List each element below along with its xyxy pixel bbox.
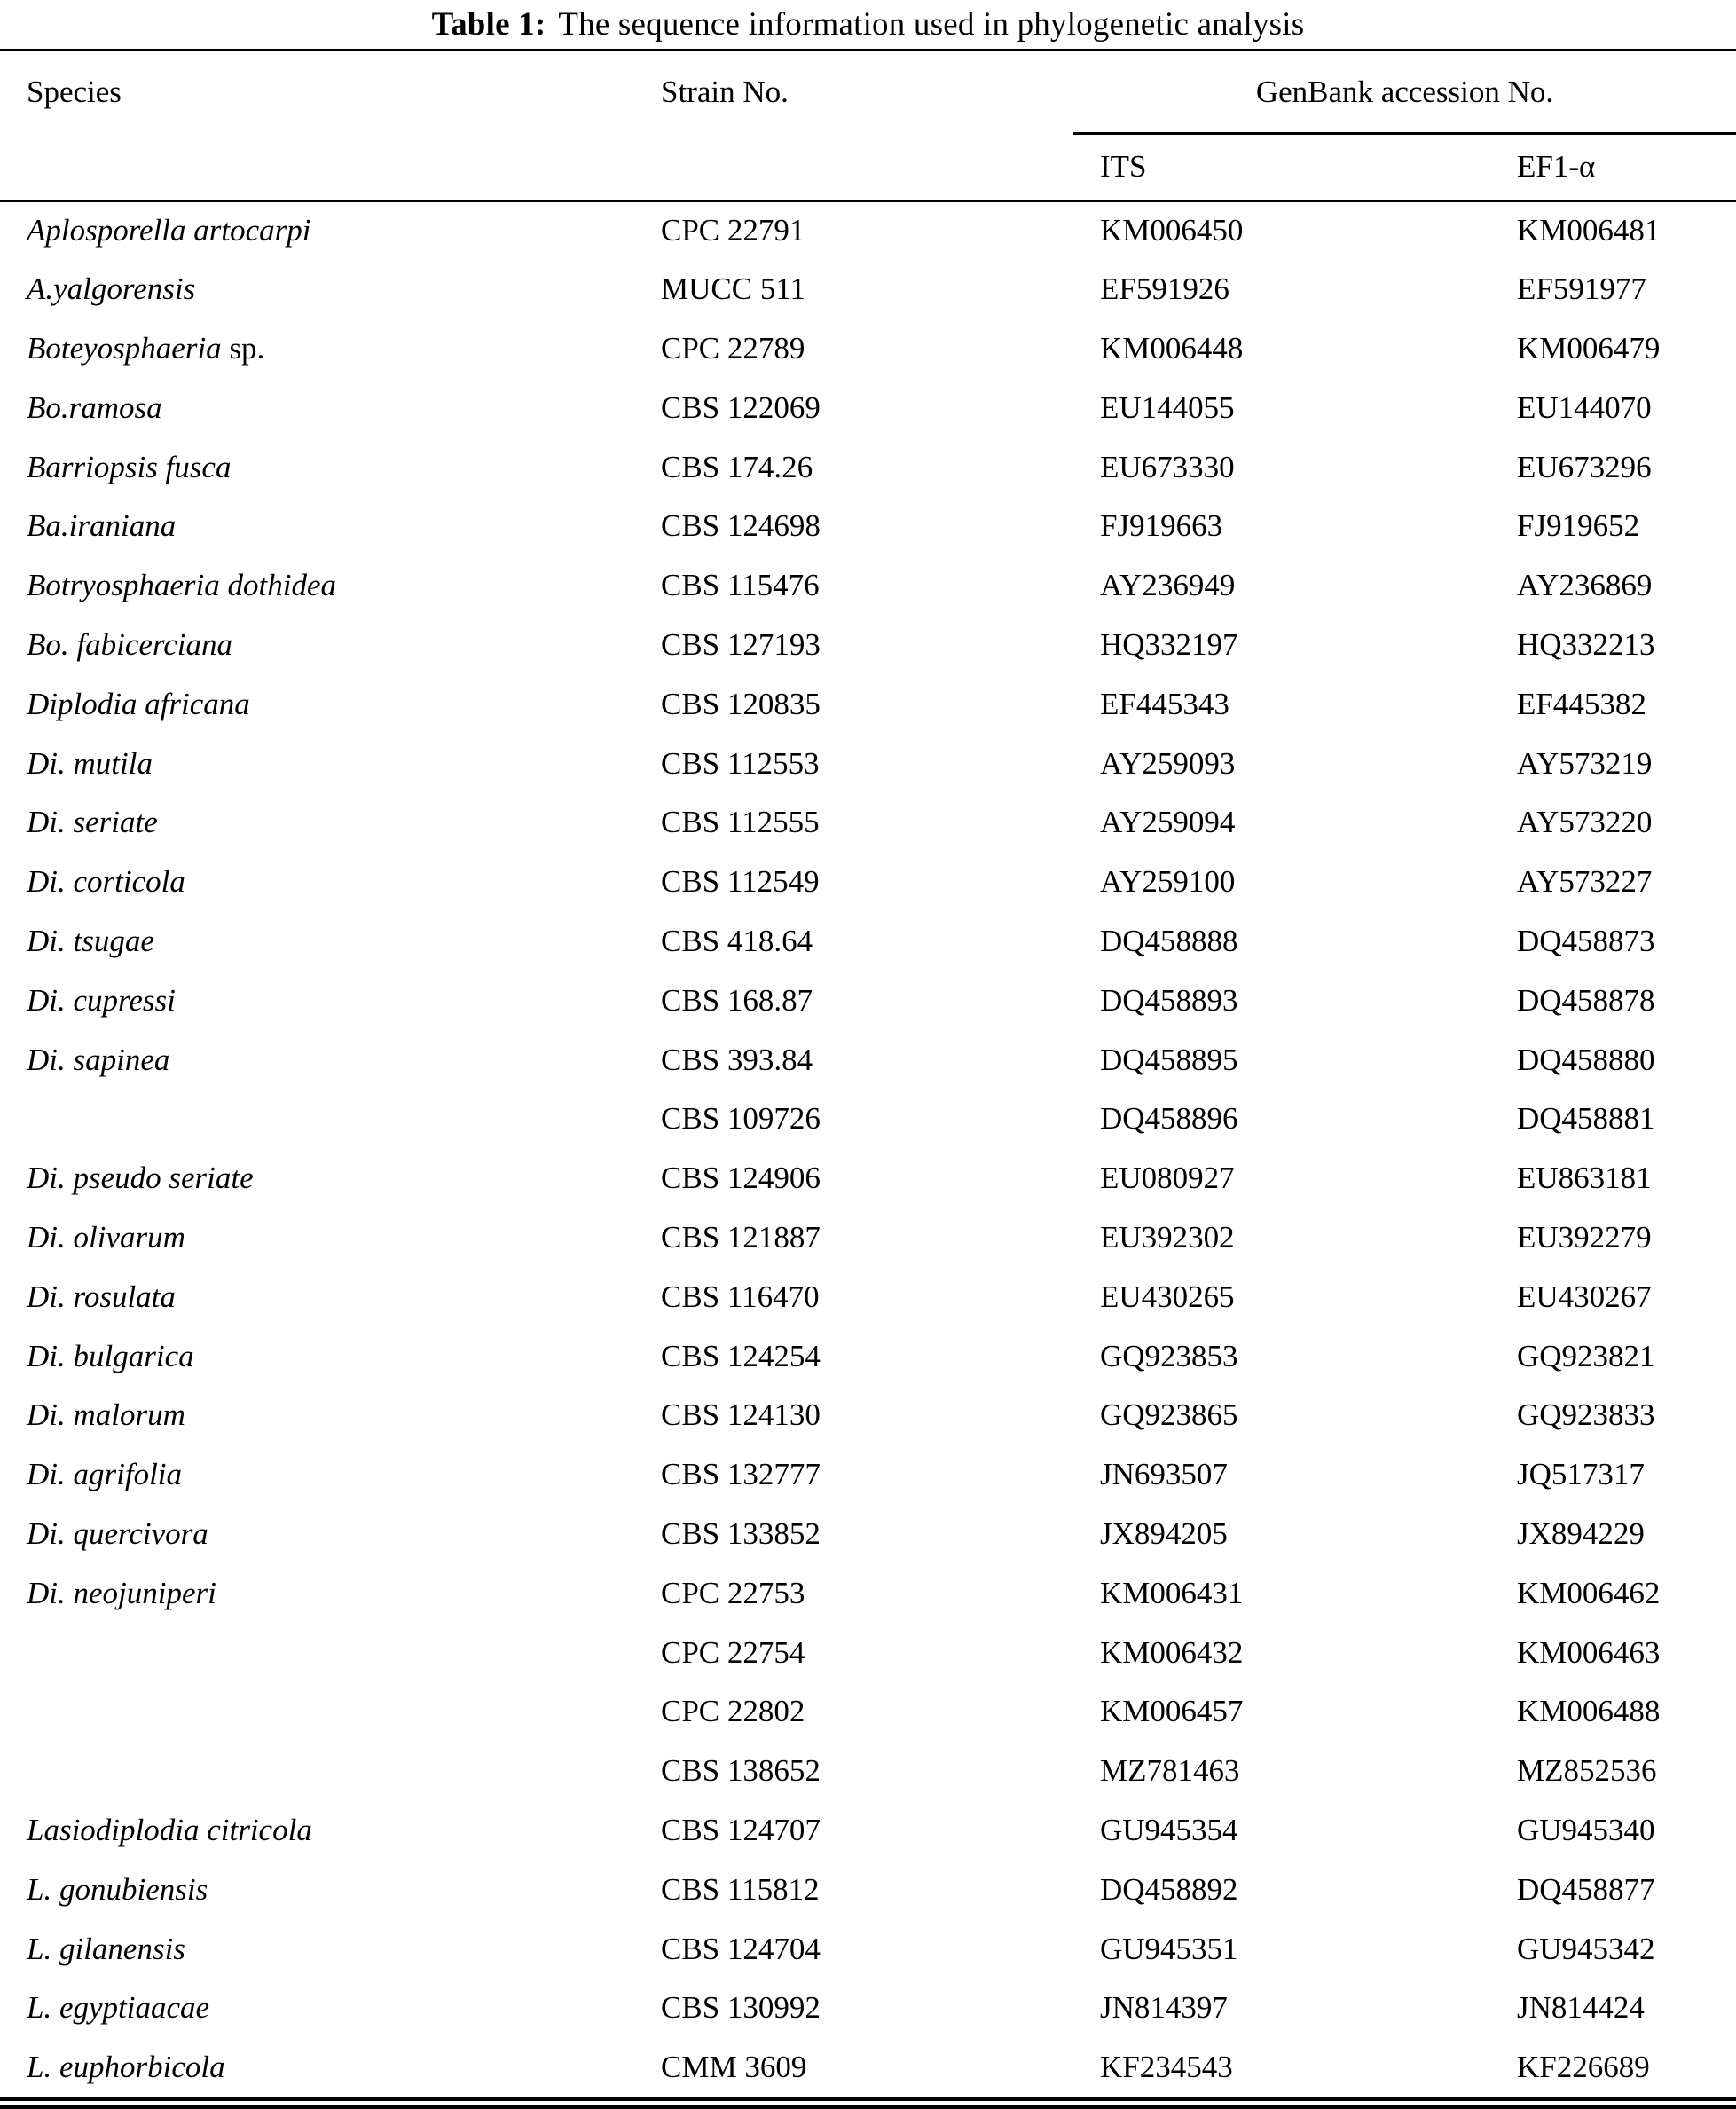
table-row bbox=[0, 1326, 1736, 1386]
strain-no-cell: CBS 132777 bbox=[661, 1457, 821, 1492]
its-accession-cell: AY259094 bbox=[1100, 805, 1236, 840]
table-row bbox=[0, 1919, 1736, 1979]
ef1a-accession-cell: EU863181 bbox=[1517, 1161, 1652, 1196]
its-accession-cell: EU430265 bbox=[1100, 1279, 1235, 1314]
its-accession-cell: FJ919663 bbox=[1100, 508, 1223, 544]
table-row bbox=[0, 1445, 1736, 1505]
ef1a-accession-cell: HQ332213 bbox=[1517, 626, 1655, 662]
ef1a-accession-cell: EU144070 bbox=[1517, 390, 1652, 425]
ef1a-accession-cell: EF591977 bbox=[1517, 271, 1646, 307]
table-row bbox=[0, 971, 1736, 1030]
ef1a-accession-cell: GU945342 bbox=[1517, 1931, 1655, 1966]
ef1a-accession-cell: AY573219 bbox=[1517, 745, 1653, 781]
its-accession-cell: KM006448 bbox=[1100, 330, 1244, 366]
ef1a-accession-cell: KM006479 bbox=[1517, 330, 1661, 366]
table-row bbox=[0, 1386, 1736, 1445]
strain-no-cell: CMM 3609 bbox=[661, 2050, 807, 2085]
species-name: A.yalgorensis bbox=[27, 271, 196, 307]
strain-no-cell: CPC 22789 bbox=[661, 330, 805, 366]
its-accession-cell: DQ458893 bbox=[1100, 982, 1238, 1018]
its-accession-cell: KM006450 bbox=[1100, 213, 1244, 248]
species-name: Di. seriate bbox=[27, 805, 158, 840]
table-row bbox=[0, 556, 1736, 616]
species-cell bbox=[0, 1860, 634, 1919]
strain-no-cell: CBS 120835 bbox=[661, 686, 821, 721]
header-strain-no: Strain No. bbox=[634, 51, 1073, 201]
table-bottom-rule bbox=[0, 2097, 1736, 2109]
header-species: Species bbox=[0, 51, 634, 201]
its-accession-cell: EU392302 bbox=[1100, 1219, 1235, 1255]
species-cell bbox=[0, 319, 634, 379]
table-row bbox=[0, 260, 1736, 319]
strain-no-cell: CBS 133852 bbox=[661, 1515, 821, 1551]
table-row bbox=[0, 1860, 1736, 1919]
its-accession-cell: DQ458896 bbox=[1100, 1101, 1238, 1137]
ef1a-accession-cell: DQ458877 bbox=[1517, 1871, 1655, 1907]
strain-no-cell: CBS 124906 bbox=[661, 1161, 821, 1196]
strain-no-cell: CBS 124130 bbox=[661, 1397, 821, 1433]
header-its: ITS bbox=[1073, 133, 1490, 201]
table-row bbox=[0, 1149, 1736, 1208]
species-cell bbox=[0, 1623, 634, 1682]
species-cell bbox=[0, 260, 634, 319]
table-row bbox=[0, 912, 1736, 972]
table-row bbox=[0, 674, 1736, 734]
species-name: Di. neojuniperi bbox=[27, 1575, 216, 1610]
species-name: L. gilanensis bbox=[27, 1931, 185, 1966]
table-row bbox=[0, 1030, 1736, 1090]
ef1a-accession-cell: GQ923833 bbox=[1517, 1397, 1655, 1433]
strain-no-cell: CBS 112549 bbox=[661, 864, 820, 900]
strain-no-cell: CPC 22802 bbox=[661, 1694, 805, 1729]
ef1a-accession-cell: FJ919652 bbox=[1517, 508, 1640, 544]
species-name: Di. quercivora bbox=[27, 1515, 208, 1551]
species-name: Barriopsis fusca bbox=[27, 449, 232, 484]
species-cell bbox=[0, 1682, 634, 1742]
species-cell bbox=[0, 1090, 634, 1149]
strain-no-cell: CBS 122069 bbox=[661, 390, 821, 425]
species-name: Di. pseudo seriate bbox=[27, 1161, 254, 1196]
table-row bbox=[0, 793, 1736, 853]
table-row bbox=[0, 497, 1736, 556]
its-accession-cell: GQ923865 bbox=[1100, 1397, 1238, 1433]
ef1a-accession-cell: KM006488 bbox=[1517, 1694, 1661, 1729]
strain-no-cell: CBS 168.87 bbox=[661, 982, 813, 1018]
species-name: Ba.iraniana bbox=[27, 508, 177, 544]
species-name: Di. olivarum bbox=[27, 1219, 185, 1255]
its-accession-cell: AY236949 bbox=[1100, 568, 1236, 603]
table-row bbox=[0, 1208, 1736, 1268]
species-name: Botryosphaeria dothidea bbox=[27, 568, 336, 603]
its-accession-cell: KM006432 bbox=[1100, 1634, 1244, 1670]
table-row bbox=[0, 1979, 1736, 2038]
ef1a-accession-cell: EU673296 bbox=[1517, 449, 1652, 484]
ef1a-accession-cell: JN814424 bbox=[1517, 1990, 1645, 2026]
species-name: Bo. fabicerciana bbox=[27, 626, 232, 662]
strain-no-cell: CBS 174.26 bbox=[661, 449, 813, 484]
table-row bbox=[0, 1267, 1736, 1326]
species-cell bbox=[0, 912, 634, 972]
species-cell bbox=[0, 1742, 634, 1801]
species-cell bbox=[0, 1979, 634, 2038]
species-name: Di. sapinea bbox=[27, 1042, 170, 1077]
ef1a-accession-cell: DQ458880 bbox=[1517, 1042, 1655, 1077]
species-name: Di. cupressi bbox=[27, 982, 176, 1018]
ef1a-accession-cell: MZ852536 bbox=[1517, 1753, 1657, 1789]
strain-no-cell: CBS 130992 bbox=[661, 1990, 821, 2026]
strain-no-cell: CBS 124704 bbox=[661, 1931, 821, 1966]
its-accession-cell: DQ458892 bbox=[1100, 1871, 1238, 1907]
strain-no-cell: CBS 116470 bbox=[661, 1279, 820, 1314]
strain-no-cell: CPC 22754 bbox=[661, 1634, 805, 1670]
strain-no-cell: CBS 115476 bbox=[661, 568, 820, 603]
species-cell bbox=[0, 674, 634, 734]
species-name: Di. agrifolia bbox=[27, 1457, 183, 1492]
ef1a-accession-cell: GQ923821 bbox=[1517, 1338, 1655, 1373]
species-name: Di. malorum bbox=[27, 1397, 185, 1433]
species-cell bbox=[0, 793, 634, 853]
species-cell bbox=[0, 201, 634, 260]
species-cell bbox=[0, 1326, 634, 1386]
strain-no-cell: CBS 393.84 bbox=[661, 1042, 813, 1077]
its-accession-cell: GQ923853 bbox=[1100, 1338, 1238, 1373]
header-genbank-accession: GenBank accession No. bbox=[1073, 51, 1736, 133]
species-cell bbox=[0, 1563, 634, 1623]
table-row bbox=[0, 2038, 1736, 2097]
table-row bbox=[0, 1742, 1736, 1801]
species-cell bbox=[0, 1505, 634, 1564]
species-name: Di. tsugae bbox=[27, 923, 154, 958]
its-accession-cell: DQ458888 bbox=[1100, 923, 1238, 958]
ef1a-accession-cell: EU392279 bbox=[1517, 1219, 1652, 1255]
species-cell bbox=[0, 1267, 634, 1326]
species-name: Aplosporella artocarpi bbox=[27, 213, 311, 248]
species-cell bbox=[0, 1030, 634, 1090]
its-accession-cell: GU945351 bbox=[1100, 1931, 1238, 1966]
ef1a-accession-cell: GU945340 bbox=[1517, 1812, 1655, 1847]
table-row bbox=[0, 1563, 1736, 1623]
table-row bbox=[0, 734, 1736, 793]
table-row bbox=[0, 1505, 1736, 1564]
its-accession-cell: EF445343 bbox=[1100, 686, 1229, 721]
species-name: Bo.ramosa bbox=[27, 390, 162, 425]
ef1a-accession-cell: EF445382 bbox=[1517, 686, 1646, 721]
table-body bbox=[0, 201, 1736, 2097]
strain-no-cell: CBS 418.64 bbox=[661, 923, 813, 958]
table-row bbox=[0, 437, 1736, 497]
its-accession-cell: KF234543 bbox=[1100, 2050, 1233, 2085]
ef1a-accession-cell: DQ458873 bbox=[1517, 923, 1655, 958]
its-accession-cell: DQ458895 bbox=[1100, 1042, 1238, 1077]
ef1a-accession-cell: KM006463 bbox=[1517, 1634, 1661, 1670]
ef1a-accession-cell: AY236869 bbox=[1517, 568, 1653, 603]
species-cell bbox=[0, 1386, 634, 1445]
species-name: Di. bulgarica bbox=[27, 1338, 194, 1373]
species-cell bbox=[0, 437, 634, 497]
ef1a-accession-cell: DQ458881 bbox=[1517, 1101, 1655, 1137]
strain-no-cell: CBS 112555 bbox=[661, 805, 820, 840]
table-row bbox=[0, 616, 1736, 675]
its-accession-cell: JN814397 bbox=[1100, 1990, 1228, 2026]
species-cell bbox=[0, 2038, 634, 2097]
species-name: L. euphorbicola bbox=[27, 2050, 225, 2085]
ef1a-accession-cell: AY573227 bbox=[1517, 864, 1653, 900]
table-row bbox=[0, 1682, 1736, 1742]
its-accession-cell: JN693507 bbox=[1100, 1457, 1228, 1492]
ef1a-accession-cell: KM006462 bbox=[1517, 1575, 1661, 1610]
sequence-info-table bbox=[0, 51, 1736, 2097]
its-accession-cell: JX894205 bbox=[1100, 1515, 1228, 1551]
species-name: Diplodia africana bbox=[27, 686, 250, 721]
species-name: Di. rosulata bbox=[27, 1279, 176, 1314]
strain-no-cell: CBS 112553 bbox=[661, 745, 820, 781]
species-cell bbox=[0, 853, 634, 912]
ef1a-accession-cell: AY573220 bbox=[1517, 805, 1653, 840]
ef1a-accession-cell: JQ517317 bbox=[1517, 1457, 1645, 1492]
species-cell bbox=[0, 556, 634, 616]
strain-no-cell: CBS 124698 bbox=[661, 508, 821, 544]
species-name: L. gonubiensis bbox=[27, 1871, 208, 1907]
ef1a-accession-cell: EU430267 bbox=[1517, 1279, 1652, 1314]
header-ef1a: EF1-α bbox=[1490, 133, 1736, 201]
table-row bbox=[0, 1090, 1736, 1149]
table-caption-label: Table 1: bbox=[431, 6, 546, 43]
species-name: Boteyosphaeria bbox=[27, 330, 222, 366]
strain-no-cell: CBS 124707 bbox=[661, 1812, 821, 1847]
table-caption bbox=[0, 0, 1736, 51]
ef1a-accession-cell: KM006481 bbox=[1517, 213, 1661, 248]
strain-no-cell: CBS 127193 bbox=[661, 626, 821, 662]
species-cell bbox=[0, 1919, 634, 1979]
species-cell bbox=[0, 378, 634, 437]
its-accession-cell: MZ781463 bbox=[1100, 1753, 1240, 1789]
strain-no-cell: CPC 22753 bbox=[661, 1575, 805, 1610]
table-header bbox=[0, 51, 1736, 201]
its-accession-cell: KM006457 bbox=[1100, 1694, 1244, 1729]
its-accession-cell: KM006431 bbox=[1100, 1575, 1244, 1610]
species-name: Di. mutila bbox=[27, 745, 153, 781]
its-accession-cell: EF591926 bbox=[1100, 271, 1229, 307]
species-name-roman-suffix: sp. bbox=[221, 330, 265, 366]
table-row bbox=[0, 1801, 1736, 1861]
ef1a-accession-cell: DQ458878 bbox=[1517, 982, 1655, 1018]
table-row bbox=[0, 378, 1736, 437]
its-accession-cell: EU673330 bbox=[1100, 449, 1235, 484]
strain-no-cell: CBS 124254 bbox=[661, 1338, 821, 1373]
header-row-top bbox=[0, 51, 1736, 133]
species-cell bbox=[0, 497, 634, 556]
species-cell bbox=[0, 971, 634, 1030]
ef1a-accession-cell: KF226689 bbox=[1517, 2050, 1650, 2085]
species-cell bbox=[0, 1149, 634, 1208]
its-accession-cell: AY259100 bbox=[1100, 864, 1236, 900]
its-accession-cell: GU945354 bbox=[1100, 1812, 1238, 1847]
table-row bbox=[0, 319, 1736, 379]
table-row bbox=[0, 853, 1736, 912]
strain-no-cell: CBS 115812 bbox=[661, 1871, 820, 1907]
species-name: Lasiodiplodia citricola bbox=[27, 1812, 312, 1847]
strain-no-cell: CPC 22791 bbox=[661, 213, 805, 248]
species-cell bbox=[0, 734, 634, 793]
strain-no-cell: MUCC 511 bbox=[661, 271, 806, 307]
ef1a-accession-cell: JX894229 bbox=[1517, 1515, 1645, 1551]
species-name: L. egyptiaacae bbox=[27, 1990, 210, 2026]
its-accession-cell: EU080927 bbox=[1100, 1161, 1235, 1196]
table-caption-text: The sequence information used in phylogenetic analysis bbox=[558, 6, 1305, 43]
species-cell bbox=[0, 1445, 634, 1505]
strain-no-cell: CBS 109726 bbox=[661, 1101, 821, 1137]
species-cell bbox=[0, 1801, 634, 1861]
species-cell bbox=[0, 616, 634, 675]
strain-no-cell: CBS 138652 bbox=[661, 1753, 821, 1789]
its-accession-cell: HQ332197 bbox=[1100, 626, 1238, 662]
species-cell bbox=[0, 1208, 634, 1268]
table-row bbox=[0, 1623, 1736, 1682]
species-name: Di. corticola bbox=[27, 864, 185, 900]
table-row bbox=[0, 201, 1736, 260]
its-accession-cell: EU144055 bbox=[1100, 390, 1235, 425]
strain-no-cell: CBS 121887 bbox=[661, 1219, 821, 1255]
its-accession-cell: AY259093 bbox=[1100, 745, 1236, 781]
